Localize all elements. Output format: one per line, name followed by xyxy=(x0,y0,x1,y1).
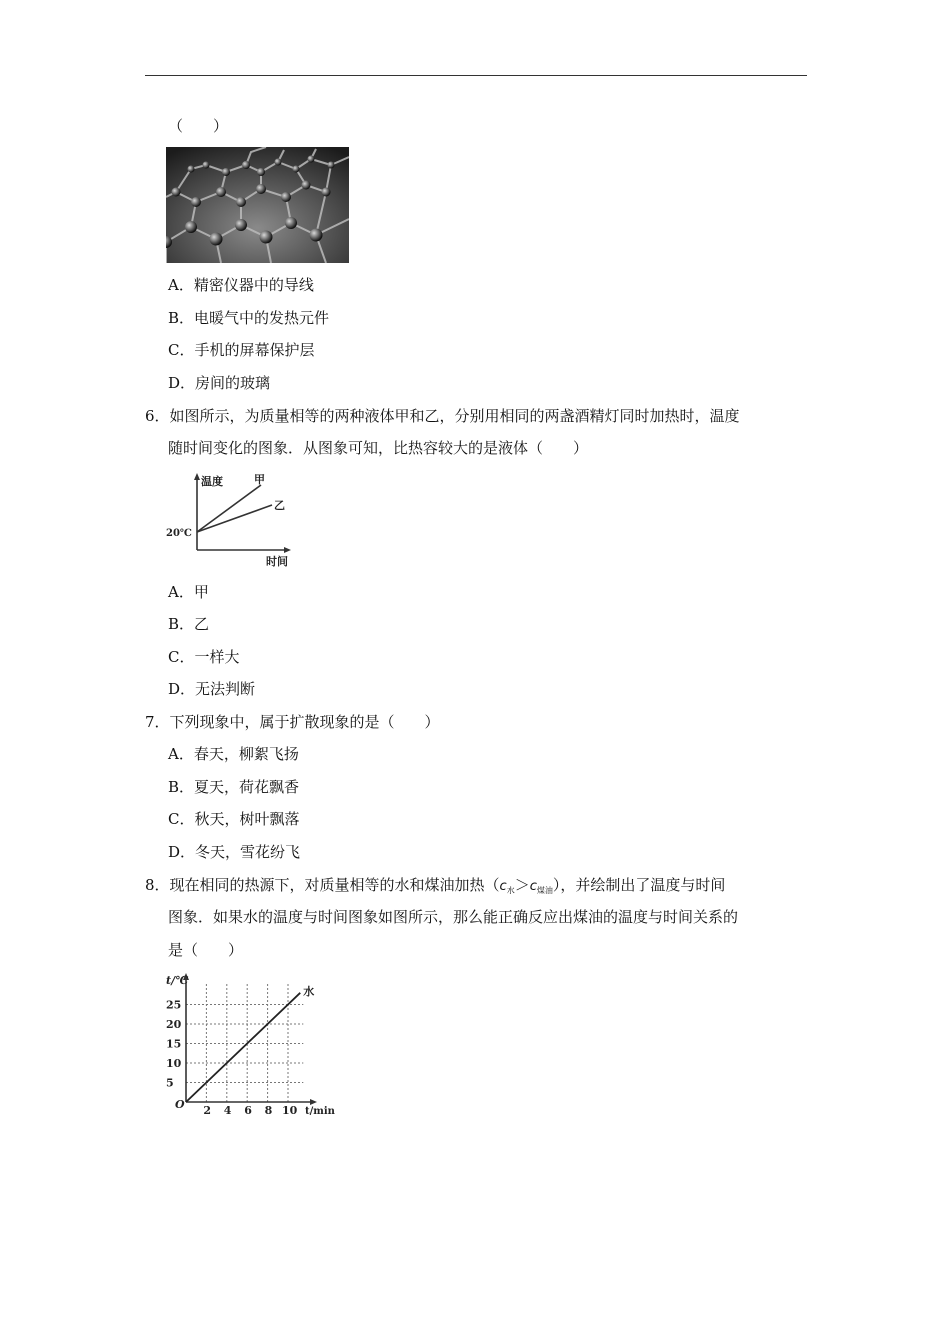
q8-xtick-label: 4 xyxy=(223,1104,232,1117)
q5-answer-paren: （ ） xyxy=(168,117,229,135)
q8-stem-line2: 图象．如果水的温度与时间图象如图所示，那么能正确反应出煤油的温度与时间关系的 xyxy=(168,908,739,926)
q5-option-a: A．精密仪器中的导线 xyxy=(168,276,314,294)
q6-option-d: D．无法判断 xyxy=(168,680,256,698)
q6-series1-label: 甲 xyxy=(254,473,265,486)
q8-ytick-label: 20 xyxy=(166,1018,182,1031)
graphene-lattice-image xyxy=(166,147,349,263)
q6-ylabel: 温度 xyxy=(201,475,223,488)
q8-ytick-label: 10 xyxy=(166,1057,182,1070)
q5-option-d: D．房间的玻璃 xyxy=(168,374,271,392)
q8-stem-line3: 是（ ） xyxy=(168,941,244,959)
q6-option-b: B．乙 xyxy=(168,615,210,633)
q8-water-chart xyxy=(162,968,342,1118)
q7-stem: 7．下列现象中，属于扩散现象的是（ ） xyxy=(145,713,440,731)
q8-water-series-line xyxy=(186,993,300,1102)
q6-option-c: C．一样大 xyxy=(168,648,240,666)
q8-c-kerosene: c xyxy=(529,879,537,894)
q7-option-c: C．秋天，树叶飘落 xyxy=(168,810,300,828)
q6-stem-line1: 6．如图所示，为质量相等的两种液体甲和乙，分别用相同的两盏酒精灯同时加热时，温度 xyxy=(145,407,740,425)
q8-xtick-label: 8 xyxy=(264,1104,273,1117)
q7-option-a: A．春天，柳絮飞扬 xyxy=(168,745,299,763)
q8-stem-line1 xyxy=(145,875,725,901)
q6-series2-label: 乙 xyxy=(274,499,285,512)
q8-ytick-label: 5 xyxy=(166,1076,174,1090)
q6-temperature-figure xyxy=(164,468,304,573)
q5-option-b: B．电暖气中的发热元件 xyxy=(168,309,330,327)
q8-xtick-label: 10 xyxy=(282,1104,298,1117)
q6-xlabel: 时间 xyxy=(266,555,288,568)
q8-xtick-label: 6 xyxy=(244,1104,252,1117)
q8-xlabel: t/min xyxy=(305,1106,335,1117)
q8-sub-water: 水 xyxy=(506,886,515,895)
q8-stem-part2: ），并绘制出了温度与时间 xyxy=(552,876,726,894)
header-rule xyxy=(145,75,807,76)
q6-option-a: A．甲 xyxy=(168,583,209,601)
q8-series-label: 水 xyxy=(303,984,315,998)
q6-start-temp: 20℃ xyxy=(166,528,192,539)
q8-origin: O xyxy=(175,1098,185,1111)
q6-stem-line2: 随时间变化的图象．从图象可知，比热容较大的是液体（ ） xyxy=(168,439,589,457)
q8-ytick-label: 25 xyxy=(166,998,182,1012)
q5-option-c: C．手机的屏幕保护层 xyxy=(168,341,315,359)
q7-option-d: D．冬天，雪花纷飞 xyxy=(168,843,301,861)
q8-c-water: c xyxy=(499,879,507,894)
q8-sub-kerosene: 煤油 xyxy=(536,886,553,895)
q8-ytick-label: 15 xyxy=(166,1037,182,1051)
q7-option-b: B．夏天，荷花飘香 xyxy=(168,778,300,796)
q8-stem-part1: 8．现在相同的热源下，对质量相等的水和煤油加热（ xyxy=(145,876,500,894)
q8-ylabel: t/℃ xyxy=(166,974,189,987)
q8-gt: ＞ xyxy=(514,876,530,894)
q8-xtick-label: 2 xyxy=(203,1104,212,1117)
